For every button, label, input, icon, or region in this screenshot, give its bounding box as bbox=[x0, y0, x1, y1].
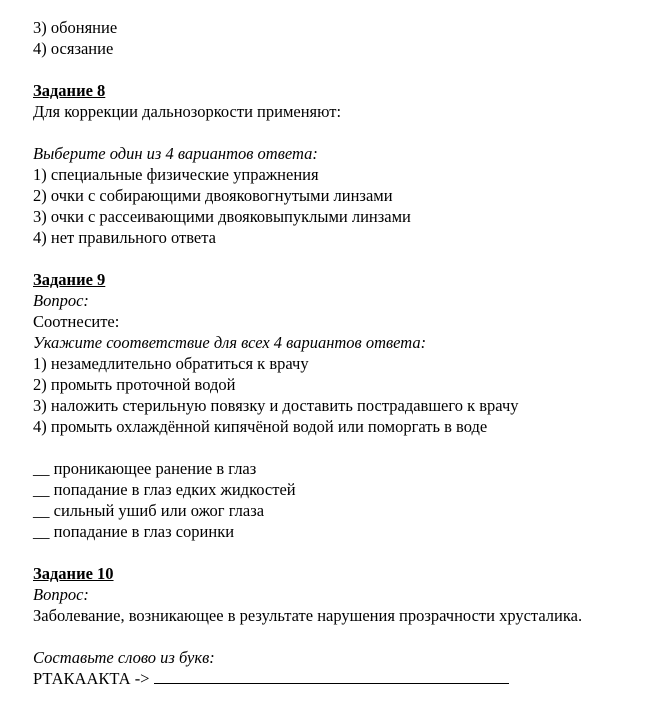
task-9-question: Соотнесите: bbox=[33, 312, 120, 331]
task-10-instruction: Составьте слово из букв: bbox=[33, 648, 215, 667]
task-8-option: 3) очки с рассеивающими двояковыпуклыми линзами bbox=[33, 207, 411, 226]
task-9-match: __ попадание в глаз едких жидкостей bbox=[33, 480, 296, 499]
task-9-title: Задание 9 bbox=[33, 270, 106, 289]
task-9-match: __ сильный ушиб или ожог глаза bbox=[33, 501, 265, 520]
task-8-option: 4) нет правильного ответа bbox=[33, 228, 216, 247]
option-4: 4) осязание bbox=[33, 39, 114, 58]
task-9-question-label: Вопрос: bbox=[33, 291, 89, 310]
answer-blank bbox=[154, 668, 509, 684]
task-8-title: Задание 8 bbox=[33, 81, 106, 100]
task-10-answer-line bbox=[33, 668, 653, 689]
task-8-option: 1) специальные физические упражнения bbox=[33, 165, 319, 184]
task-9-option: 3) наложить стерильную повязку и доставить пострадавшего к врачу bbox=[33, 396, 519, 415]
task-10-title: Задание 10 bbox=[33, 564, 114, 583]
task-9-option: 1) незамедлительно обратиться к врачу bbox=[33, 354, 309, 373]
option-3: 3) обоняние bbox=[33, 18, 118, 37]
task-8-instruction: Выберите один из 4 вариантов ответа: bbox=[33, 144, 318, 163]
document bbox=[33, 17, 653, 689]
task-9-option: 4) промыть охлаждённой кипячёной водой или поморгать в воде bbox=[33, 417, 488, 436]
task-10-question: Заболевание, возникающее в результате нарушения прозрачности хрусталика. bbox=[33, 606, 583, 625]
task-9-instruction: Укажите соответствие для всех 4 вариантов ответа: bbox=[33, 333, 427, 352]
task-9-match: __ попадание в глаз соринки bbox=[33, 522, 235, 541]
task-9-option: 2) промыть проточной водой bbox=[33, 375, 236, 394]
task-10-letters: РТАКААКТА -> bbox=[33, 669, 150, 688]
task-10-question-label: Вопрос: bbox=[33, 585, 89, 604]
task-8-question: Для коррекции дальнозоркости применяют: bbox=[33, 102, 342, 121]
task-8-option: 2) очки с собирающими двояковогнутыми линзами bbox=[33, 186, 393, 205]
task-9-match: __ проникающее ранение в глаз bbox=[33, 459, 257, 478]
